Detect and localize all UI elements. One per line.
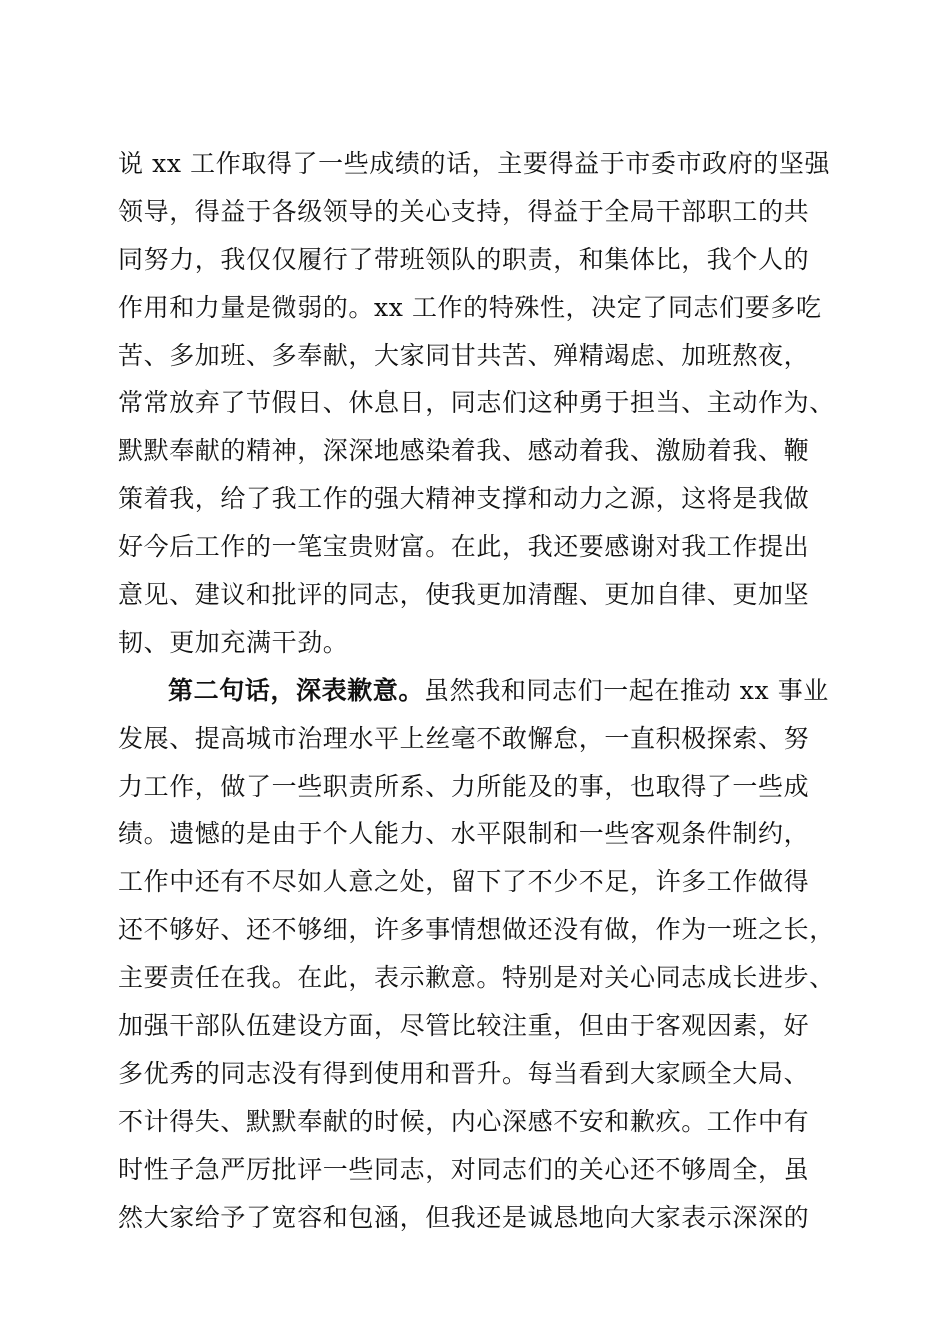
text-line: 说 xx 工作取得了一些成绩的话，主要得益于市委市政府的坚强 — [118, 149, 831, 178]
text-line: 好今后工作的一笔宝贵财富。在此，我还要感谢对我工作提出 — [118, 532, 810, 562]
text-line: 默默奉献的精神，深深地感染着我、感动着我、激励着我、鞭 — [118, 436, 810, 466]
document-body — [118, 140, 838, 1241]
text-line: 不计得失、默默奉献的时候，内心深感不安和歉疚。工作中有 — [118, 1106, 810, 1136]
text-line: 同努力，我仅仅履行了带班领队的职责，和集体比，我个人的 — [118, 244, 810, 274]
text-line: 策着我，给了我工作的强大精神支撑和动力之源，这将是我做 — [118, 484, 810, 514]
text-line: 时性子急严厉批评一些同志，对同志们的关心还不够周全，虽 — [118, 1154, 810, 1184]
text-line: 领导，得益于各级领导的关心支持，得益于全局干部职工的共 — [118, 196, 810, 226]
text-line: 主要责任在我。在此，表示歉意。特别是对关心同志成长进步、 — [118, 963, 835, 993]
paragraph-2-heading: 第二句话，深表歉意。 — [168, 675, 425, 705]
text-line: 然大家给予了宽容和包涵，但我还是诚恳地向大家表示深深的 — [118, 1202, 810, 1232]
text-line: 常常放弃了节假日、休息日，同志们这种勇于担当、主动作为、 — [118, 388, 835, 418]
text-line: 发展、提高城市治理水平上丝毫不敢懈怠，一直积极探索、努 — [118, 723, 810, 753]
text-line: 苦、多加班、多奉献，大家同甘共苦、殚精竭虑、加班熬夜， — [118, 340, 810, 370]
text-line: 力工作，做了一些职责所系、力所能及的事，也取得了一些成 — [118, 771, 810, 801]
paragraph-2-first-line-text: 虽然我和同志们一起在推动 xx 事业 — [424, 675, 829, 705]
text-line: 绩。遗憾的是由于个人能力、水平限制和一些客观条件制约， — [118, 819, 810, 849]
text-line: 作用和力量是微弱的。xx 工作的特殊性，决定了同志们要多吃 — [118, 292, 822, 322]
text-line: 意见、建议和批评的同志，使我更加清醒、更加自律、更加坚 — [118, 580, 810, 610]
text-line: 加强干部队伍建设方面，尽管比较注重，但由于客观因素，好 — [118, 1011, 810, 1041]
text-line: 工作中还有不尽如人意之处，留下了不少不足，许多工作做得 — [118, 867, 810, 897]
text-line: 韧、更加充满干劲。 — [118, 627, 349, 657]
paragraph-2-first-line — [118, 667, 838, 715]
text-line: 还不够好、还不够细，许多事情想做还没有做，作为一班之长， — [118, 915, 835, 945]
text-line: 多优秀的同志没有得到使用和晋升。每当看到大家顾全大局、 — [118, 1058, 810, 1088]
